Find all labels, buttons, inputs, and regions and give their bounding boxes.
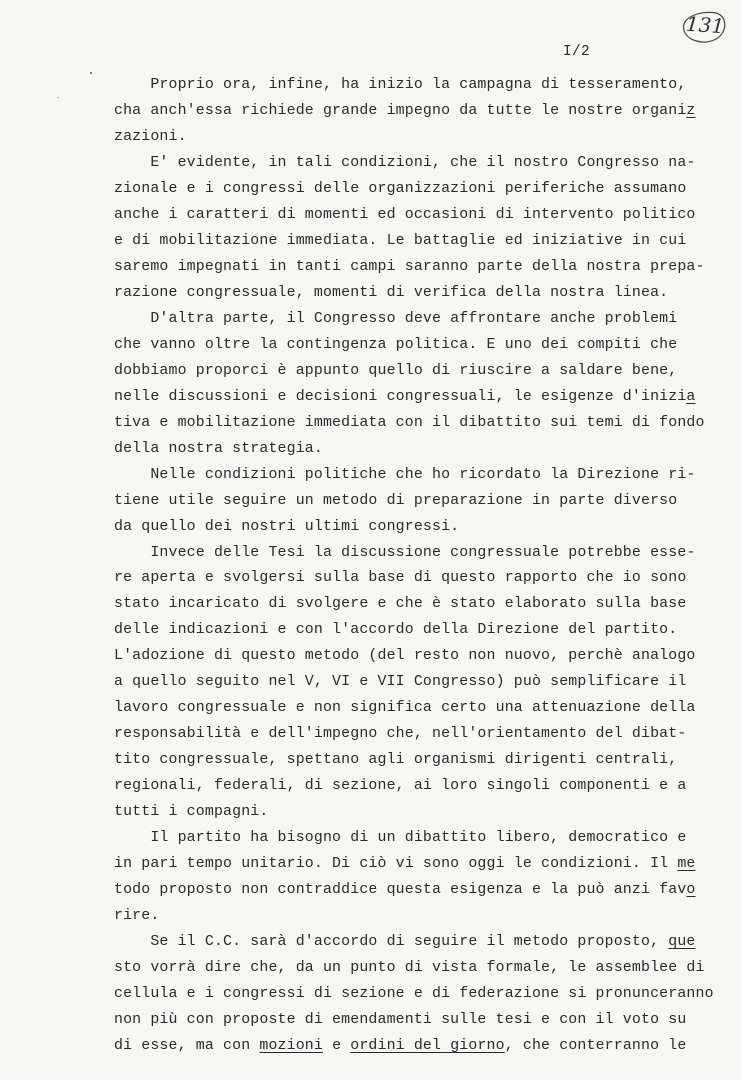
text-line: cha anch'essa richiede grande impegno da tutte le nostre organiz [114, 103, 696, 119]
text-line: in pari tempo unitario. Di ciò vi sono oggi le condizioni. Il me [114, 856, 696, 873]
text-line: D'altra parte, il Congresso deve affrontare anche problemi [114, 310, 678, 327]
text-line: L'adozione di questo metodo (del resto non nuovo, perchè analogo [114, 648, 696, 665]
text-line: Invece delle Tesi la discussione congressuale potrebbe esse- [114, 544, 696, 561]
text-line: responsabilità e dell'impegno che, nell'orientamento del dibat- [114, 726, 687, 743]
text-line: Il partito ha bisogno di un dibattito libero, democratico e [114, 830, 687, 847]
text-line: di esse, ma con mozioni e ordini del giorno, che conterranno le [114, 1037, 687, 1054]
text-line: nelle discussioni e decisioni congressuali, le esigenze d'inizia [114, 388, 696, 405]
text-line: tiva e mobilitazione immediata con il dibattito sui temi di fondo [114, 414, 705, 431]
text-line: delle indicazioni e con l'accordo della Direzione del partito. [114, 622, 678, 639]
underlined-word: me [677, 856, 696, 873]
text-line: da quello dei nostri ultimi congressi. [114, 518, 460, 535]
text-line: della nostra strategia. [114, 440, 323, 457]
text-line: tito congressuale, spettano agli organismi dirigenti centrali, [114, 752, 678, 769]
text-line: zazioni. [114, 128, 187, 145]
text-line: stato incaricato di svolgere e che è stato elaborato sulla base [114, 596, 687, 613]
text-line: regionali, federali, di sezione, ai loro singoli componenti e a [114, 778, 687, 795]
underlined-word: z [686, 103, 696, 119]
underlined-word: ordini del giorno [350, 1037, 505, 1054]
page-number: I/2 [563, 44, 591, 60]
folio-number: 131 [685, 11, 725, 39]
text-line: lavoro congressuale e non significa certo una attenuazione della [114, 700, 696, 717]
text-line: tiene utile seguire un metodo di preparazione in parte diverso [114, 492, 678, 509]
text-line: Se il C.C. sarà d'accordo di seguire il metodo proposto, que [114, 934, 696, 950]
text-line: Nelle condizioni politiche che ho ricordato la Direzione ri- [114, 466, 696, 483]
text-line: sto vorrà dire che, da un punto di vista formale, le assemblee di [114, 960, 705, 976]
scan-speck [90, 72, 92, 74]
text-line: a quello seguito nel V, VI e VII Congresso) può semplificare il [114, 674, 687, 691]
text-line: rire. [114, 908, 160, 924]
text-line: todo proposto non contraddice questa esigenza e la può anzi favo [114, 882, 696, 899]
underlined-word: a [686, 388, 696, 405]
folio-stamp [678, 10, 728, 44]
text-line: e di mobilitazione immediata. Le battaglie ed iniziative in cui [114, 232, 687, 249]
underlined-word: que [668, 934, 696, 950]
text-line: dobbiamo proporci è appunto quello di riuscire a saldare bene, [114, 362, 678, 379]
text-line: re aperta e svolgersi sulla base di questo rapporto che io sono [114, 570, 687, 587]
underlined-word: o [686, 882, 696, 899]
text-line: tutti i compagni. [114, 804, 269, 821]
scan-speck [58, 97, 59, 98]
text-line: Proprio ora, infine, ha inizio la campagna di tesseramento, [114, 77, 687, 93]
text-line: zionale e i congressi delle organizzazioni periferiche assumano [114, 180, 687, 197]
text-line: E' evidente, in tali condizioni, che il nostro Congresso na- [114, 154, 696, 171]
text-line: anche i caratteri di momenti ed occasioni di intervento politico [114, 206, 696, 223]
text-line: che vanno oltre la contingenza politica. E uno dei compiti che [114, 336, 678, 353]
text-line: saremo impegnati in tanti campi saranno parte della nostra prepa- [114, 258, 705, 275]
text-line: razione congressuale, momenti di verifica della nostra linea. [114, 284, 669, 301]
text-line: cellula e i congressi di sezione e di federazione si pronunceranno [114, 985, 714, 1002]
text-line: non più con proposte di emendamenti sulle tesi e con il voto su [114, 1011, 687, 1028]
underlined-word: mozioni [259, 1037, 323, 1054]
